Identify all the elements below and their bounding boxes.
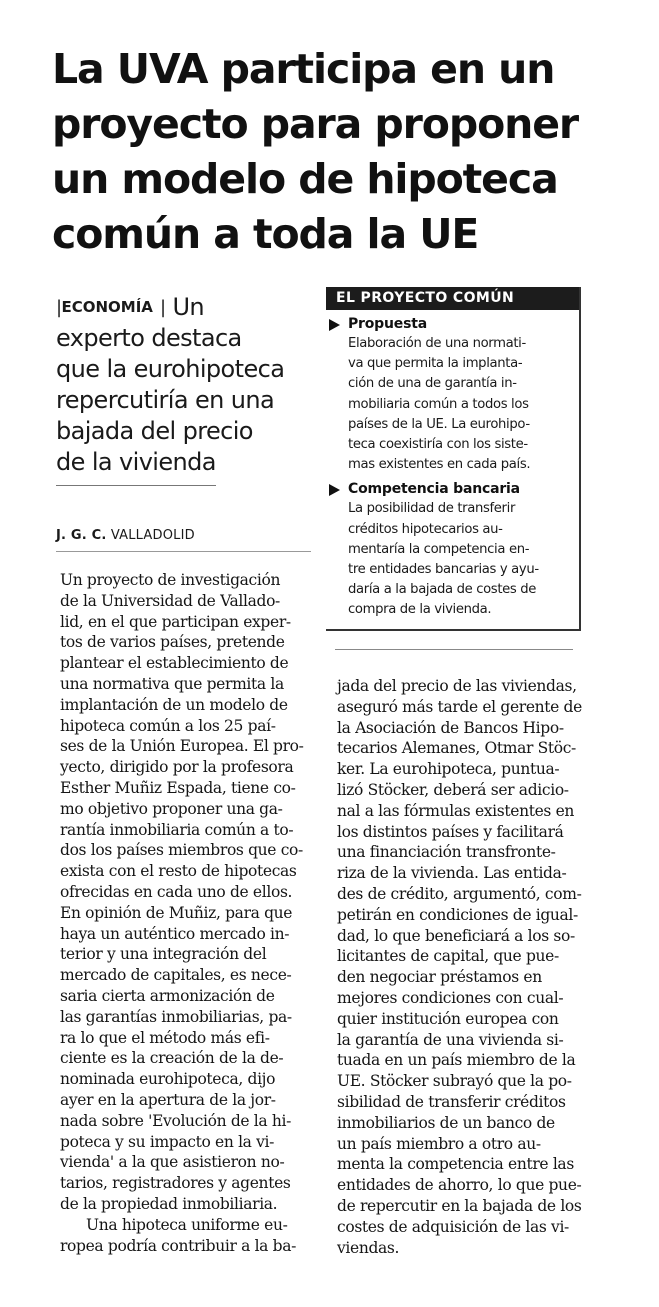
body-line: las garantías inmobiliarias, pa- [60, 1007, 292, 1026]
body-line: una normativa que permita la [60, 674, 284, 693]
body-line: haya un auténtico mercado in- [60, 924, 290, 943]
text-line: mobiliaria común a todos los [348, 396, 529, 412]
body-line: petirán en condiciones de igual- [337, 905, 578, 924]
body-line: jada del precio de las viviendas, [337, 677, 577, 695]
body-line: un país miembro a otro au- [337, 1134, 541, 1153]
body-line: la garantía de una vivienda si- [337, 1030, 564, 1049]
subheadline-line: repercutiría en una [56, 386, 275, 414]
body-line: lizó Stöcker, deberá ser adicio- [337, 780, 569, 799]
body-line: yecto, dirigido por la profesora [60, 758, 294, 777]
body-line: la Asociación de Bancos Hipo- [337, 718, 564, 737]
headline-line: proyecto para proponer [52, 100, 579, 148]
text-line: La posibilidad de transferir [348, 501, 516, 517]
section-tag: ECONOMÍA [61, 298, 153, 316]
byline [56, 528, 195, 543]
body-line: los distintos países y facilitará [337, 822, 564, 841]
body-line: Esther Muñiz Espada, tiene co- [60, 778, 296, 797]
body-line: Un proyecto de investigación [60, 571, 281, 589]
body-line: hipoteca común a los 25 paí- [60, 716, 276, 735]
byline-location: VALLADOLID [110, 528, 195, 543]
separator-bar: | [159, 297, 166, 318]
body-line: terior y una integración del [60, 945, 267, 964]
body-line: nal a las fórmulas existentes en [337, 801, 575, 820]
body-line: tarios, registradores y agentes [60, 1174, 291, 1193]
subheadline-line: de la vivienda [56, 448, 216, 476]
body-line: rantía inmobiliaria común a to- [60, 820, 294, 839]
sidebar-item-text [348, 499, 579, 620]
body-line: menta la competencia entre las [337, 1155, 574, 1174]
body-line: aseguró más tarde el gerente de [337, 697, 582, 716]
byline-divider [56, 551, 311, 552]
sidebar-title: EL PROYECTO COMÚN [326, 287, 579, 310]
triangle-bullet-icon [329, 319, 340, 331]
text-line: compra de la vivienda. [348, 602, 492, 618]
text-line: mas existentes en cada país. [348, 457, 531, 473]
text-line: ción de una de garantía in- [348, 376, 517, 392]
subheadline-divider [56, 485, 216, 486]
headline-line: La UVA participa en un [52, 45, 555, 93]
text-line: teca coexistiría con los siste- [348, 437, 528, 453]
body-line: sibilidad de transferir créditos [337, 1092, 566, 1111]
sidebar-item-heading: Propuesta [348, 316, 427, 332]
sidebar-item-heading: Competencia bancaria [348, 481, 520, 498]
body-line: dos los países miembros que co- [60, 841, 303, 860]
body-line: ses de la Unión Europea. El pro- [60, 737, 304, 756]
body-line: lid, en el que participan exper- [60, 612, 291, 631]
body-line: mo objetivo proponer una ga- [60, 799, 283, 818]
body-line: den negociar préstamos en [337, 968, 542, 987]
sidebar-item-competencia [326, 479, 579, 620]
subheadline-line: que la eurohipoteca [56, 355, 285, 383]
body-line: UE. Stöcker subrayó que la po- [337, 1072, 572, 1091]
triangle-bullet-icon [329, 484, 340, 496]
body-line: tos de varios países, pretende [60, 633, 285, 652]
body-line: poteca y su impacto en la vi- [60, 1132, 275, 1151]
text-line: créditos hipotecarios au- [348, 521, 503, 537]
body-line: ker. La eurohipoteca, puntua- [337, 760, 560, 779]
headline-line: común a toda la UE [52, 210, 479, 258]
body-line: riza de la vivienda. Las entida- [337, 864, 567, 883]
body-line: plantear el establecimiento de [60, 654, 289, 673]
text-line: mentaría la competencia en- [348, 541, 530, 557]
body-line: saria cierta armonización de [60, 986, 275, 1005]
body-line: entidades de ahorro, lo que pue- [337, 1176, 582, 1195]
body-line: ofrecidas en cada uno de ellos. [60, 882, 293, 901]
sidebar-item-propuesta [326, 314, 579, 475]
body-line: tuada en un país miembro de la [337, 1051, 576, 1070]
subheadline-line: experto destaca [56, 324, 242, 352]
body-line: ropea podría contribuir a la ba- [60, 1236, 296, 1255]
text-line: países de la UE. La eurohipo- [348, 416, 530, 432]
body-line: En opinión de Muñiz, para que [60, 903, 293, 922]
body-line: costes de adquisición de las vi- [337, 1217, 569, 1236]
body-line: ayer en la apertura de la jor- [60, 1090, 276, 1109]
text-line: Elaboración de una normati- [348, 336, 526, 351]
body-line: una financiación transfronte- [337, 843, 556, 862]
sidebar-box [326, 287, 581, 631]
text-line: daría a la bajada de costes de [348, 582, 537, 598]
sidebar-item-text [348, 334, 579, 475]
body-line: vienda' a la que asistieron no- [60, 1153, 285, 1172]
body-line: mercado de capitales, es nece- [60, 966, 292, 985]
subheadline-text: Un [172, 293, 205, 321]
text-line: va que permita la implanta- [348, 356, 523, 372]
sidebar-divider [335, 649, 573, 650]
byline-author: J. G. C. [56, 528, 107, 543]
body-line: de repercutir en la bajada de los [337, 1196, 582, 1215]
body-column-right [337, 676, 597, 1258]
body-column-left [60, 570, 320, 1256]
body-line: inmobiliarios de un banco de [337, 1113, 555, 1132]
body-line: dad, lo que beneficiará a los so- [337, 926, 575, 945]
subheadline-line [56, 292, 306, 323]
subheadline-line: bajada del precio [56, 417, 253, 445]
body-line: de la Universidad de Vallado- [60, 591, 280, 610]
body-line: ra lo que el método más efi- [60, 1028, 270, 1047]
body-line: ciente es la creación de la de- [60, 1049, 284, 1068]
body-line: de la propiedad inmobiliaria. [60, 1194, 278, 1213]
headline [52, 42, 612, 262]
body-line: exista con el resto de hipotecas [60, 862, 297, 881]
text-line: tre entidades bancarias y ayu- [348, 562, 539, 578]
body-line: implantación de un modelo de [60, 695, 288, 714]
headline-line: un modelo de hipoteca [52, 155, 558, 203]
body-line: viendas. [337, 1238, 400, 1257]
body-line: tecarios Alemanes, Otmar Stöc- [337, 739, 576, 758]
body-line: licitantes de capital, que pue- [337, 947, 559, 966]
body-line: nada sobre 'Evolución de la hi- [60, 1111, 291, 1130]
body-line: Una hipoteca uniforme eu- [86, 1215, 288, 1234]
body-line: mejores condiciones con cual- [337, 988, 564, 1007]
body-line: des de crédito, argumentó, com- [337, 884, 582, 903]
separator-bar: | [56, 297, 62, 318]
body-line: quier institución europea con [337, 1009, 559, 1028]
body-line: nominada eurohipoteca, dijo [60, 1070, 276, 1089]
subheadline [56, 292, 306, 478]
